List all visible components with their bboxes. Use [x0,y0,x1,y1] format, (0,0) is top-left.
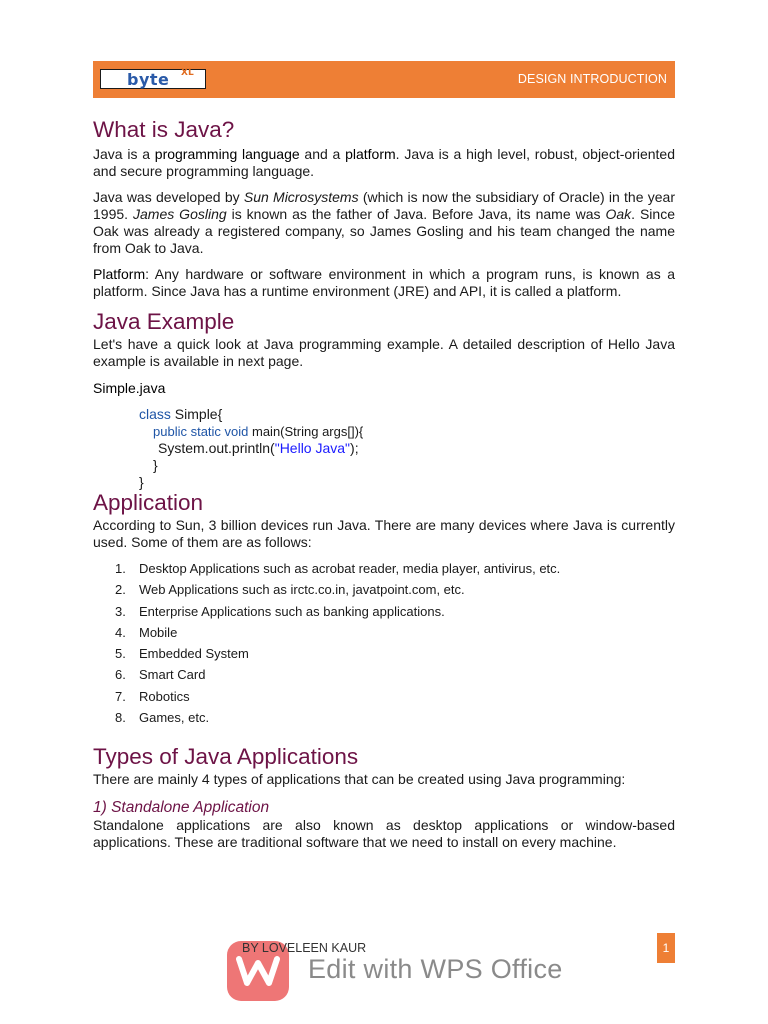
code-line-3: System.out.println("Hello Java"); [158,440,359,456]
paragraph-java-history: Java was developed by Sun Microsystems (which is now the subsidiary of Oracle) in the year 1995. James Gosling is known as the father of Java. Before Java, its name was Oak. Since Oak was already a registered company, so James Gosling and his team changed the name from Oak to Java. [93,189,675,256]
list-item-text: Embedded System [139,646,249,662]
list-item-text: Web Applications such as irctc.co.in, javatpoint.com, etc. [139,582,465,598]
paragraph-types-intro: There are mainly 4 types of applications that can be created using Java programming: [93,771,626,788]
list-item-text: Mobile [139,624,178,640]
list-item-number: 4. [115,624,126,640]
list-item-number: 8. [115,710,126,726]
list-item [93,601,675,622]
list-item [93,707,675,728]
list-item-number: 6. [115,667,126,683]
subheading-standalone: 1) Standalone Application [93,799,270,817]
list-item-number: 3. [115,603,126,619]
list-item-text: Robotics [139,688,190,704]
code-block [93,406,675,492]
list-item-text: Desktop Applications such as acrobat reader, media player, antivirus, etc. [139,561,561,576]
list-item [93,558,675,579]
header-label: DESIGN INTRODUCTION [517,72,667,86]
list-item [93,643,675,664]
list-item-text: Enterprise Applications such as banking applications. [139,603,445,619]
heading-application: Application [93,490,204,515]
list-item [93,579,675,600]
heading-types: Types of Java Applications [93,744,359,770]
list-item-number: 1. [115,561,126,576]
list-item [93,664,675,685]
paragraph-standalone: Standalone applications are also known as desktop applications or window-based applications. These are traditional software that we need to install on every machine. [93,817,675,851]
footer-author: BY LOVELEEN KAUR [242,941,367,955]
code-line-1: class Simple{ [139,406,223,422]
paragraph-application-intro: According to Sun, 3 billion devices run Java. There are many devices where Java is currently used. Some of them are as follows: [93,517,675,550]
bytexl-logo [100,69,206,89]
list-item [93,622,675,643]
paragraph-java-intro: Java is a programming language and a platform. Java is a high level, robust, object-oriented and secure programming language. [93,146,675,179]
logo-superscript: XL [181,68,194,78]
list-item-number: 2. [115,582,126,598]
code-line-4: } [153,457,158,473]
list-item-number: 5. [115,646,126,662]
wps-watermark-text[interactable]: Edit with WPS Office [308,954,563,984]
logo-text: byte [127,70,170,89]
list-item [93,686,675,707]
code-line-2: public static void main(String args[]){ [153,424,364,439]
document-body [93,116,675,851]
paragraph-example-intro: Let's have a quick look at Java programming example. A detailed description of Hello Java example is available in next page. [93,336,675,369]
list-item-text: Games, etc. [139,710,210,726]
page-number: 1 [657,933,675,963]
application-list [93,558,675,728]
paragraph-platform: Platform: Any hardware or software environment in which a program runs, is known as a platform. Since Java has a runtime environment (JRE) and API, it is called a platform. [93,266,675,299]
code-line-5: } [139,474,144,490]
header-bar [93,61,675,98]
file-label: Simple.java [93,380,166,396]
list-item-number: 7. [115,688,126,704]
heading-what-is-java: What is Java? [93,117,235,142]
list-item-text: Smart Card [139,667,206,683]
heading-java-example: Java Example [93,309,235,334]
